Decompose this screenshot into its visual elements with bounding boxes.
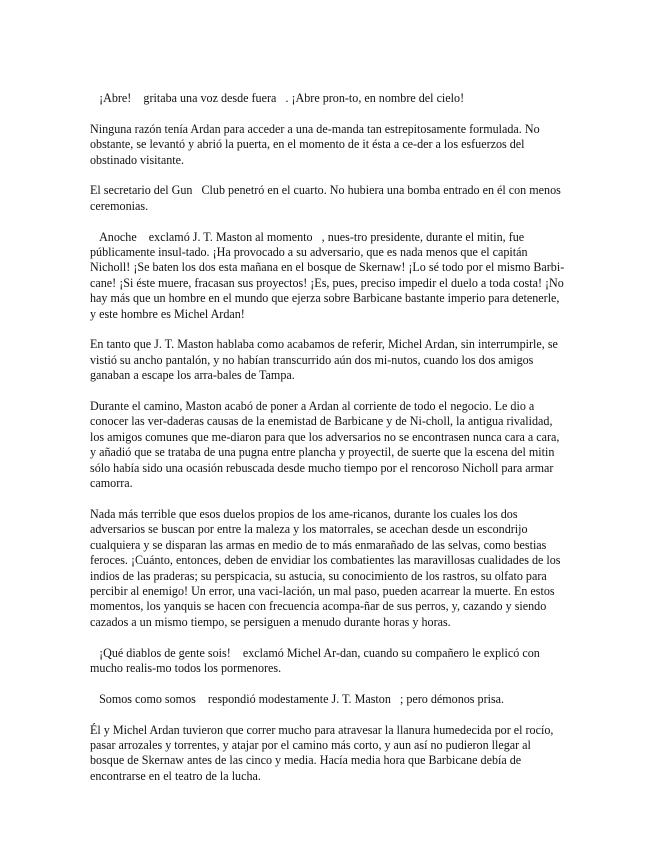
paragraph-2: Ninguna razón tenía Ardan para acceder a una de-manda tan estrepitosamente formulada. No obstante, se levantó y abrió la puerta, en el momento de it ésta a ce-der a los esfuerzos del obstinado visitante. [90, 121, 543, 167]
paragraph-10: Él y Michel Ardan tuvieron que correr mucho para atravesar la llanura humedecida por el rocío, pasar arrozales y torrentes, y atajar por el camino más corto, y aun así no pudieron llegar al bosque de Skernaw antes de las cinco y media. Hacía media hora que Barbicane debía de encontrarse en el teatro de la lucha. [90, 722, 557, 783]
document-body [90, 91, 568, 800]
paragraph-4: Anoche exclamó J. T. Maston al momento , nues-tro presidente, durante el mitin, fue públicamente insul-tado. ¡Ha provocado a su adversario, que es nada menos que el capitán Nicholl! ¡Se baten los dos esta mañana en el bosque de Skernaw! ¡Lo sé todo por el mismo Barbi-cane! ¡Si éste muere, fracasan sus proyectos! ¡Es, pues, preciso impedir el duelo a toda costa! ¡No hay más que un hombre en el mundo que ejerza sobre Barbicane bastante imperio para detenerle, y este hombre es Michel Ardan! [90, 229, 567, 321]
paragraph-3: El secretario del Gun Club penetró en el cuarto. No hubiera una bomba entrado en él con menos ceremonias. [90, 183, 564, 213]
paragraph-8: ¡Qué diablos de gente sois! exclamó Michel Ar-dan, cuando su compañero le explicó con mucho realis-mo todos los pormenores. [90, 645, 543, 675]
paragraph-5: En tanto que J. T. Maston hablaba como acabamos de referir, Michel Ardan, sin interrumpirle, se vistió su ancho pantalón, y no habían transcurrido aún dos mi-nutos, cuando los dos amigos ganaban a escape los arra-bales de Tampa. [90, 337, 561, 383]
paragraph-9: Somos como somos respondió modestamente J. T. Maston ; pero démonos prisa. [90, 691, 505, 706]
paragraph-1: ¡Abre! gritaba una voz desde fuera . ¡Abre pron-to, en nombre del cielo! [90, 91, 465, 105]
paragraph-7: Nada más terrible que esos duelos propios de los ame-ricanos, durante los cuales los dos adversarios se buscan por entre la maleza y los matorrales, se acechan desde un escondrijo cualquiera y se disparan las armas en medio de to más enmarañado de las selvas, como bestias feroces. ¡Cuánto, entonces, deben de envidiar los combatientes las maravillosas cualidades de los indios de las praderas; su perspicacia, su astucia, su conocimiento de los rastros, su olfato para percibir al enemigo! Un error, una vaci-lación, un mal paso, pueden acarrear la muerte. En estos momentos, los yanquis se hacen con frecuencia acompa-ñar de sus perros, y, cazando y siendo cazados a un mismo tiempo, se persiguen a menudo durante horas y horas. [90, 506, 564, 629]
paragraph-6: Durante el camino, Maston acabó de poner a Ardan al corriente de todo el negocio. Le dio a conocer las ver-daderas causas de la enemistad de Barbicane y de Ni-choll, la antigua rivalidad, los amigos comunes que me-diaron para que los adversarios no se encontrasen nunca cara a cara, y añadió que se trataba de una pugna entre plancha y proyectil, de suerte que la escena del mitin sólo había sido una ocasión rebuscada desde mucho tiempo por el rencoroso Nicholl para armar camorra. [90, 399, 563, 491]
